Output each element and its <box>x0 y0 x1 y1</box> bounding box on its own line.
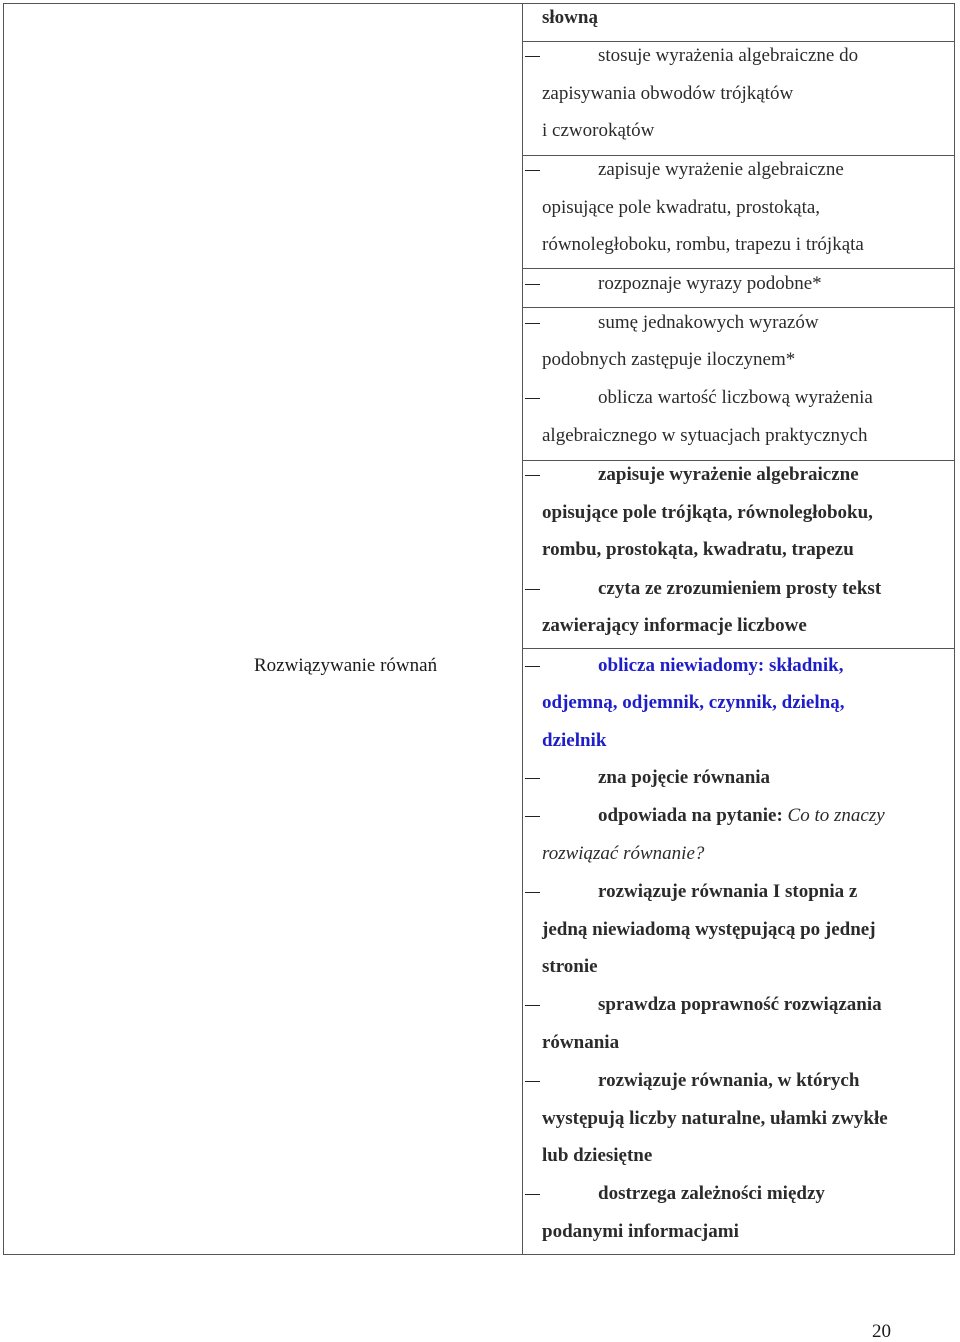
table-frame <box>3 3 955 1255</box>
column-divider <box>522 3 523 1255</box>
outcome-line: odjemną, odjemnik, czynnik, dzielną, <box>542 692 845 713</box>
outcome-line: opisujące pole trójkąta, równoległoboku, <box>542 502 873 523</box>
dash-bullet <box>525 56 540 57</box>
row-divider <box>522 460 955 461</box>
outcome-italic-text: Co to znaczy <box>787 805 885 826</box>
outcome-line: rozwiązuje równania, w których <box>598 1070 860 1091</box>
outcome-line: dzielnik <box>542 730 607 751</box>
outcome-line: rozwiązać równanie? <box>542 843 705 864</box>
outcome-line: występują liczby naturalne, ułamki zwykłe <box>542 1108 888 1129</box>
outcome-line: zapisuje wyrażenie algebraiczne <box>598 159 844 180</box>
outcome-line: rozpoznaje wyrazy podobne* <box>598 273 822 294</box>
outcome-line: dostrzega zależności między <box>598 1183 825 1204</box>
dash-bullet <box>525 1194 540 1195</box>
outcome-line: słowną <box>542 7 598 28</box>
outcome-line: zawierający informacje liczbowe <box>542 615 807 636</box>
dash-bullet <box>525 170 540 171</box>
dash-bullet <box>525 398 540 399</box>
outcome-line: lub dziesiętne <box>542 1145 653 1166</box>
outcome-line: sprawdza poprawność rozwiązania <box>598 994 882 1015</box>
dash-bullet <box>525 778 540 779</box>
outcome-line: jedną niewiadomą występującą po jednej <box>542 919 876 940</box>
outcome-line: stronie <box>542 956 598 977</box>
outcome-line: sumę jednakowych wyrazów <box>598 312 819 333</box>
outcome-line: zna pojęcie równania <box>598 767 771 788</box>
outcome-line <box>598 804 885 828</box>
dash-bullet <box>525 475 540 476</box>
dash-bullet <box>525 589 540 590</box>
outcome-line: rombu, prostokąta, kwadratu, trapezu <box>542 539 854 560</box>
outcome-line: równania <box>542 1032 620 1053</box>
row-divider <box>522 41 955 42</box>
row-divider <box>522 307 955 308</box>
row-divider <box>522 648 955 649</box>
outcome-line: oblicza niewiadomy: składnik, <box>598 655 844 676</box>
outcome-line: rozwiązuje równania I stopnia z <box>598 881 858 902</box>
outcome-line: zapisywania obwodów trójkątów <box>542 83 794 104</box>
dash-bullet <box>525 892 540 893</box>
row-divider <box>522 268 955 269</box>
outcome-text: odpowiada na pytanie: <box>598 805 788 826</box>
outcome-line: opisujące pole kwadratu, prostokąta, <box>542 197 821 218</box>
topic-label: Rozwiązywanie równań <box>254 655 438 676</box>
dash-bullet <box>525 323 540 324</box>
dash-bullet <box>525 1081 540 1082</box>
outcome-line: stosuje wyrażenia algebraiczne do <box>598 45 859 66</box>
outcome-line: czyta ze zrozumieniem prosty tekst <box>598 578 882 599</box>
outcome-line: oblicza wartość liczbową wyrażenia <box>598 387 873 408</box>
dash-bullet <box>525 284 540 285</box>
outcome-line: podanymi informacjami <box>542 1221 739 1242</box>
dash-bullet <box>525 666 540 667</box>
outcome-line: algebraicznego w sytuacjach praktycznych <box>542 425 868 446</box>
outcome-line: i czworokątów <box>542 120 655 141</box>
page-number: 20 <box>872 1321 891 1342</box>
outcome-line: równoległoboku, rombu, trapezu i trójkąta <box>542 234 864 255</box>
outcome-line: podobnych zastępuje iloczynem* <box>542 349 796 370</box>
row-divider <box>522 155 955 156</box>
dash-bullet <box>525 816 540 817</box>
outcome-line: zapisuje wyrażenie algebraiczne <box>598 464 859 485</box>
dash-bullet <box>525 1005 540 1006</box>
